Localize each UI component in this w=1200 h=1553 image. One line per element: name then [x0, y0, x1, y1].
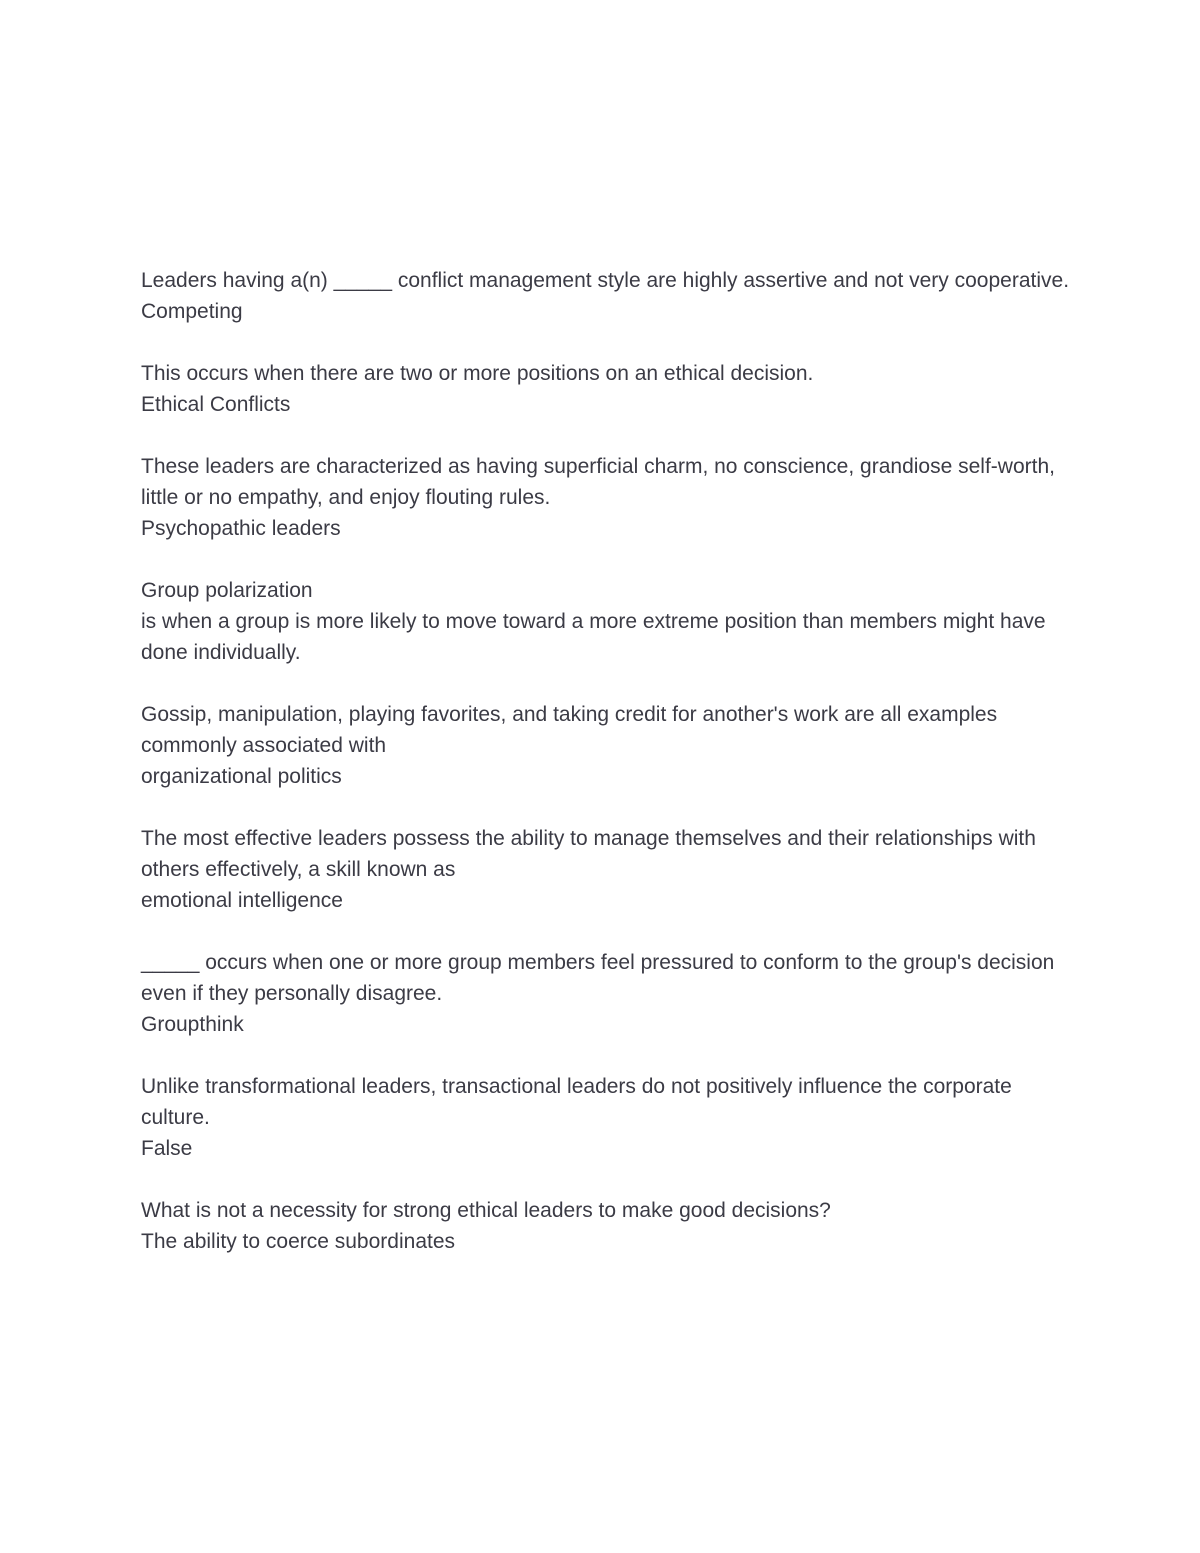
entry-answer: is when a group is more likely to move toward a more extreme position than members might have done individually. [141, 610, 1046, 664]
entry-prompt: _____ occurs when one or more group members feel pressured to conform to the group's decision even if they personally disagree. [141, 951, 1055, 1005]
entry-prompt: Gossip, manipulation, playing favorites, and taking credit for another's work are all examples commonly associated with [141, 703, 998, 757]
qa-entry [141, 358, 1071, 420]
entry-prompt: Leaders having a(n) _____ conflict management style are highly assertive and not very cooperative. [141, 269, 1070, 292]
entry-answer: Competing [141, 300, 243, 323]
entry-prompt: Unlike transformational leaders, transactional leaders do not positively influence the corporate culture. [141, 1075, 1012, 1129]
qa-entry [141, 823, 1071, 916]
entry-answer: Psychopathic leaders [141, 517, 341, 540]
qa-entry [141, 1071, 1071, 1164]
qa-entry [141, 575, 1071, 668]
entry-answer: The ability to coerce subordinates [141, 1230, 456, 1253]
entry-answer: Groupthink [141, 1013, 244, 1036]
entry-answer: False [141, 1137, 193, 1160]
entry-prompt: This occurs when there are two or more positions on an ethical decision. [141, 362, 814, 385]
entry-prompt: What is not a necessity for strong ethical leaders to make good decisions? [141, 1199, 831, 1222]
qa-entry [141, 451, 1071, 544]
qa-entry [141, 699, 1071, 792]
entry-answer: Ethical Conflicts [141, 393, 291, 416]
entry-answer: emotional intelligence [141, 889, 343, 912]
qa-entry [141, 1195, 1071, 1257]
document-body [141, 265, 1071, 1288]
qa-entry [141, 947, 1071, 1040]
entry-prompt: The most effective leaders possess the ability to manage themselves and their relationships with others effectively, a skill known as [141, 827, 1036, 881]
entry-prompt: Group polarization [141, 579, 313, 602]
entry-answer: organizational politics [141, 765, 342, 788]
entry-prompt: These leaders are characterized as having superficial charm, no conscience, grandiose self-worth, little or no empathy, and enjoy flouting rules. [141, 455, 1055, 509]
qa-entry [141, 265, 1071, 327]
